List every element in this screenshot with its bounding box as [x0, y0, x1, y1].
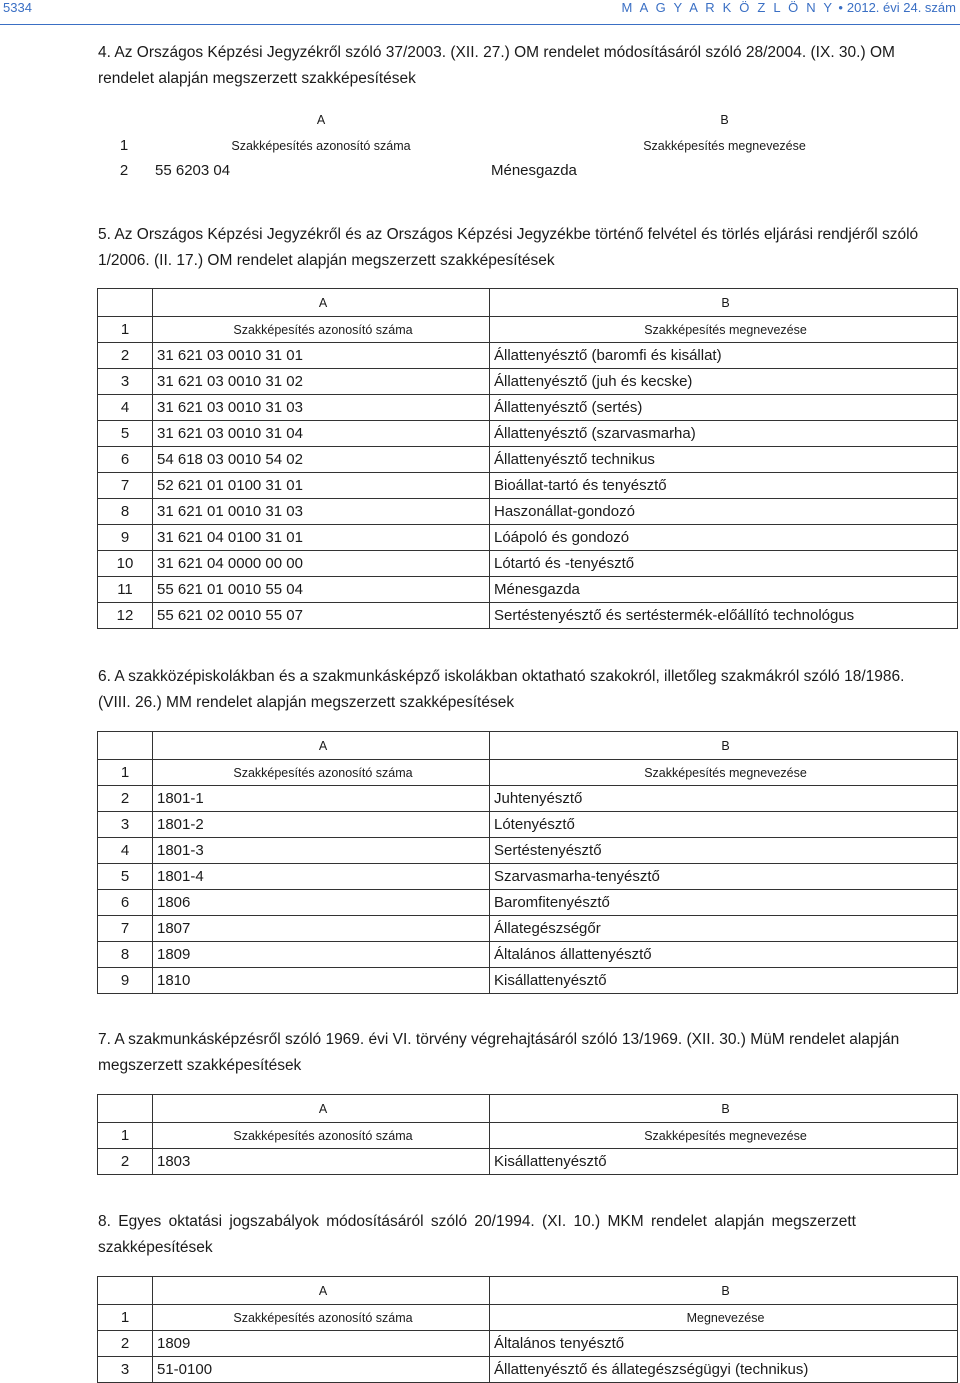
- row-number: 9: [98, 525, 153, 551]
- row-number: 11: [98, 577, 153, 603]
- heading-line: szakképesítések: [98, 1239, 213, 1256]
- column-header: Szakképesítés megnevezése: [490, 317, 958, 343]
- section-heading: [98, 1209, 960, 1261]
- table-row: [98, 864, 958, 890]
- qualification-name: Lóápoló és gondozó: [490, 525, 958, 551]
- qualification-id: 54 618 03 0010 54 02: [153, 447, 490, 473]
- qualification-name: Sertéstenyésztő és sertéstermék-előállító technológus: [490, 603, 958, 629]
- column-letter: A: [153, 1277, 490, 1305]
- qualification-id: 1806: [153, 890, 490, 916]
- column-letter: A: [153, 1095, 490, 1123]
- issue-label: 2012. évi 24. szám: [846, 0, 956, 15]
- row-number: 2: [98, 343, 153, 369]
- section-heading: [98, 1027, 960, 1079]
- row-number: 10: [98, 551, 153, 577]
- row-number: 8: [98, 499, 153, 525]
- qualification-name: Szarvasmarha-tenyésztő: [490, 864, 958, 890]
- qualification-id: 31 621 03 0010 31 04: [153, 421, 490, 447]
- qualification-id: 1809: [153, 942, 490, 968]
- page-number: 5334: [3, 0, 32, 15]
- row-number: 3: [98, 369, 153, 395]
- column-letter: A: [153, 732, 490, 760]
- row-number: 12: [98, 603, 153, 629]
- heading-line: 1/2006. (II. 17.) OM rendelet alapján megszerzett szakképesítések: [98, 252, 555, 269]
- qualification-id: 1801-1: [153, 786, 490, 812]
- column-letter: B: [490, 1277, 958, 1305]
- bullet-icon: •: [838, 0, 843, 15]
- qualification-name: Állattenyésztő (szarvasmarha): [490, 421, 958, 447]
- qualification-table: [97, 288, 958, 629]
- table-row: [98, 968, 958, 994]
- row-number: 4: [98, 838, 153, 864]
- row-number: 1: [119, 137, 129, 154]
- qualification-name: Kisállattenyésztő: [490, 1149, 958, 1175]
- table-row: [98, 499, 958, 525]
- heading-line: (VIII. 26.) MM rendelet alapján megszerzett szakképesítések: [98, 694, 515, 711]
- page-header: [0, 0, 960, 25]
- corner-cell: [98, 1277, 153, 1305]
- qualification-id: 52 621 01 0100 31 01: [153, 473, 490, 499]
- qualification-id: 31 621 03 0010 31 02: [153, 369, 490, 395]
- qualification-id: 31 621 01 0010 31 03: [153, 499, 490, 525]
- table-row: [98, 473, 958, 499]
- column-header: Szakképesítés azonosító száma: [153, 1305, 490, 1331]
- qualification-name: Juhtenyésztő: [490, 786, 958, 812]
- qualification-name: Általános állattenyésztő: [490, 942, 958, 968]
- row-number: 1: [98, 317, 153, 343]
- row-number: 2: [119, 162, 129, 179]
- table-row: [98, 812, 958, 838]
- row-number: 6: [98, 447, 153, 473]
- table-row: [98, 1331, 958, 1357]
- column-letter: A: [316, 112, 326, 127]
- qualification-table: [97, 1276, 958, 1383]
- column-header: Szakképesítés azonosító száma: [153, 1123, 490, 1149]
- row-number: 2: [98, 1331, 153, 1357]
- table-row: [98, 1149, 958, 1175]
- qualification-name: Lótenyésztő: [490, 812, 958, 838]
- table-row: [98, 577, 958, 603]
- qualification-name: Állattenyésztő és állategészségügyi (technikus): [490, 1357, 958, 1383]
- column-header: Szakképesítés azonosító száma: [231, 138, 411, 153]
- table-row: [98, 447, 958, 473]
- row-number: 1: [98, 1305, 153, 1331]
- row-number: 1: [98, 1123, 153, 1149]
- heading-line: 7. A szakmunkásképzésről szóló 1969. évi VI. törvény végrehajtásáról szóló 13/1969. (XII. 30.) MüM rendelet alapján: [98, 1031, 900, 1048]
- qualification-id: 51-0100: [153, 1357, 490, 1383]
- row-number: 5: [98, 864, 153, 890]
- qualification-id: 55 6203 04: [155, 162, 231, 179]
- qualification-name: Állattenyésztő (sertés): [490, 395, 958, 421]
- heading-line: 4. Az Országos Képzési Jegyzékről szóló 37/2003. (XII. 27.) OM rendelet módosításáról szóló 28/2004. (IX. 30.) OM: [98, 44, 895, 61]
- heading-line: 6. A szakközépiskolákban és a szakmunkásképző iskolákban oktatható szakokról, illetőleg szakmákról szóló 18/1986.: [98, 668, 905, 685]
- qualification-id: 1801-3: [153, 838, 490, 864]
- row-number: 9: [98, 968, 153, 994]
- qualification-name: Állattenyésztő (baromfi és kisállat): [490, 343, 958, 369]
- column-header: Megnevezése: [490, 1305, 958, 1331]
- table-row: [98, 942, 958, 968]
- section-heading: [98, 664, 960, 716]
- qualification-id: 1810: [153, 968, 490, 994]
- table-row: [98, 421, 958, 447]
- section-heading: [98, 40, 960, 92]
- column-header: Szakképesítés azonosító száma: [153, 317, 490, 343]
- corner-cell: [97, 106, 151, 133]
- column-header: Szakképesítés megnevezése: [643, 138, 806, 153]
- column-header: Szakképesítés megnevezése: [490, 760, 958, 786]
- row-number: 3: [98, 812, 153, 838]
- column-letter: A: [153, 289, 490, 317]
- qualification-table: [97, 731, 958, 994]
- heading-line: 5. Az Országos Képzési Jegyzékről és az Országos Képzési Jegyzékbe történő felvétel és törlés eljárási rendjéről szóló: [98, 226, 919, 243]
- heading-line: rendelet alapján megszerzett szakképesítések: [98, 70, 416, 87]
- qualification-id: 31 621 03 0010 31 01: [153, 343, 490, 369]
- qualification-name: Bioállat-tartó és tenyésztő: [490, 473, 958, 499]
- qualification-name: Általános tenyésztő: [490, 1331, 958, 1357]
- column-letter: B: [720, 112, 729, 127]
- qualification-id: 55 621 02 0010 55 07: [153, 603, 490, 629]
- table-row: [97, 158, 958, 183]
- table-row: [98, 525, 958, 551]
- qualification-id: 1801-4: [153, 864, 490, 890]
- qualification-table: [97, 1094, 958, 1175]
- section-heading: [98, 222, 960, 274]
- row-number: 5: [98, 421, 153, 447]
- qualification-id: 31 621 04 0000 00 00: [153, 551, 490, 577]
- corner-cell: [98, 1095, 153, 1123]
- table-row: [98, 343, 958, 369]
- qualification-id: 1809: [153, 1331, 490, 1357]
- table-row: [98, 786, 958, 812]
- row-number: 7: [98, 473, 153, 499]
- qualification-table: [97, 106, 958, 183]
- qualification-name: Ménesgazda: [490, 577, 958, 603]
- row-number: 8: [98, 942, 153, 968]
- column-header: Szakképesítés megnevezése: [490, 1123, 958, 1149]
- qualification-name: Kisállattenyésztő: [490, 968, 958, 994]
- row-number: 7: [98, 916, 153, 942]
- qualification-name: Állattenyésztő (juh és kecske): [490, 369, 958, 395]
- qualification-name: Haszonállat-gondozó: [490, 499, 958, 525]
- table-row: [98, 603, 958, 629]
- heading-line: 8. Egyes oktatási jogszabályok módosításáról szóló 20/1994. (XI. 10.) MKM rendelet alapján megszerzett: [98, 1213, 856, 1230]
- qualification-name: Állattenyésztő technikus: [490, 447, 958, 473]
- table-row: [98, 1357, 958, 1383]
- table-row: [98, 395, 958, 421]
- row-number: 6: [98, 890, 153, 916]
- column-letter: B: [490, 732, 958, 760]
- column-letter: B: [490, 1095, 958, 1123]
- journal-name: M A G Y A R K Ö Z L Ö N Y: [621, 0, 835, 15]
- corner-cell: [98, 289, 153, 317]
- row-number: 3: [98, 1357, 153, 1383]
- row-number: 4: [98, 395, 153, 421]
- qualification-id: 31 621 03 0010 31 03: [153, 395, 490, 421]
- table-row: [98, 551, 958, 577]
- qualification-id: 55 621 01 0010 55 04: [153, 577, 490, 603]
- qualification-id: 1807: [153, 916, 490, 942]
- table-row: [98, 916, 958, 942]
- column-header: Szakképesítés azonosító száma: [153, 760, 490, 786]
- row-number: 1: [98, 760, 153, 786]
- row-number: 2: [98, 1149, 153, 1175]
- qualification-name: Lótartó és -tenyésztő: [490, 551, 958, 577]
- qualification-name: Állategészségőr: [490, 916, 958, 942]
- table-row: [98, 369, 958, 395]
- qualification-id: 1803: [153, 1149, 490, 1175]
- column-letter: B: [490, 289, 958, 317]
- qualification-name: Baromfitenyésztő: [490, 890, 958, 916]
- journal-title: [622, 0, 956, 15]
- table-row: [98, 890, 958, 916]
- qualification-id: 1801-2: [153, 812, 490, 838]
- heading-line: megszerzett szakképesítések: [98, 1057, 302, 1074]
- row-number: 2: [98, 786, 153, 812]
- qualification-name: Ménesgazda: [491, 162, 577, 179]
- qualification-id: 31 621 04 0100 31 01: [153, 525, 490, 551]
- table-row: [98, 838, 958, 864]
- qualification-name: Sertéstenyésztő: [490, 838, 958, 864]
- corner-cell: [98, 732, 153, 760]
